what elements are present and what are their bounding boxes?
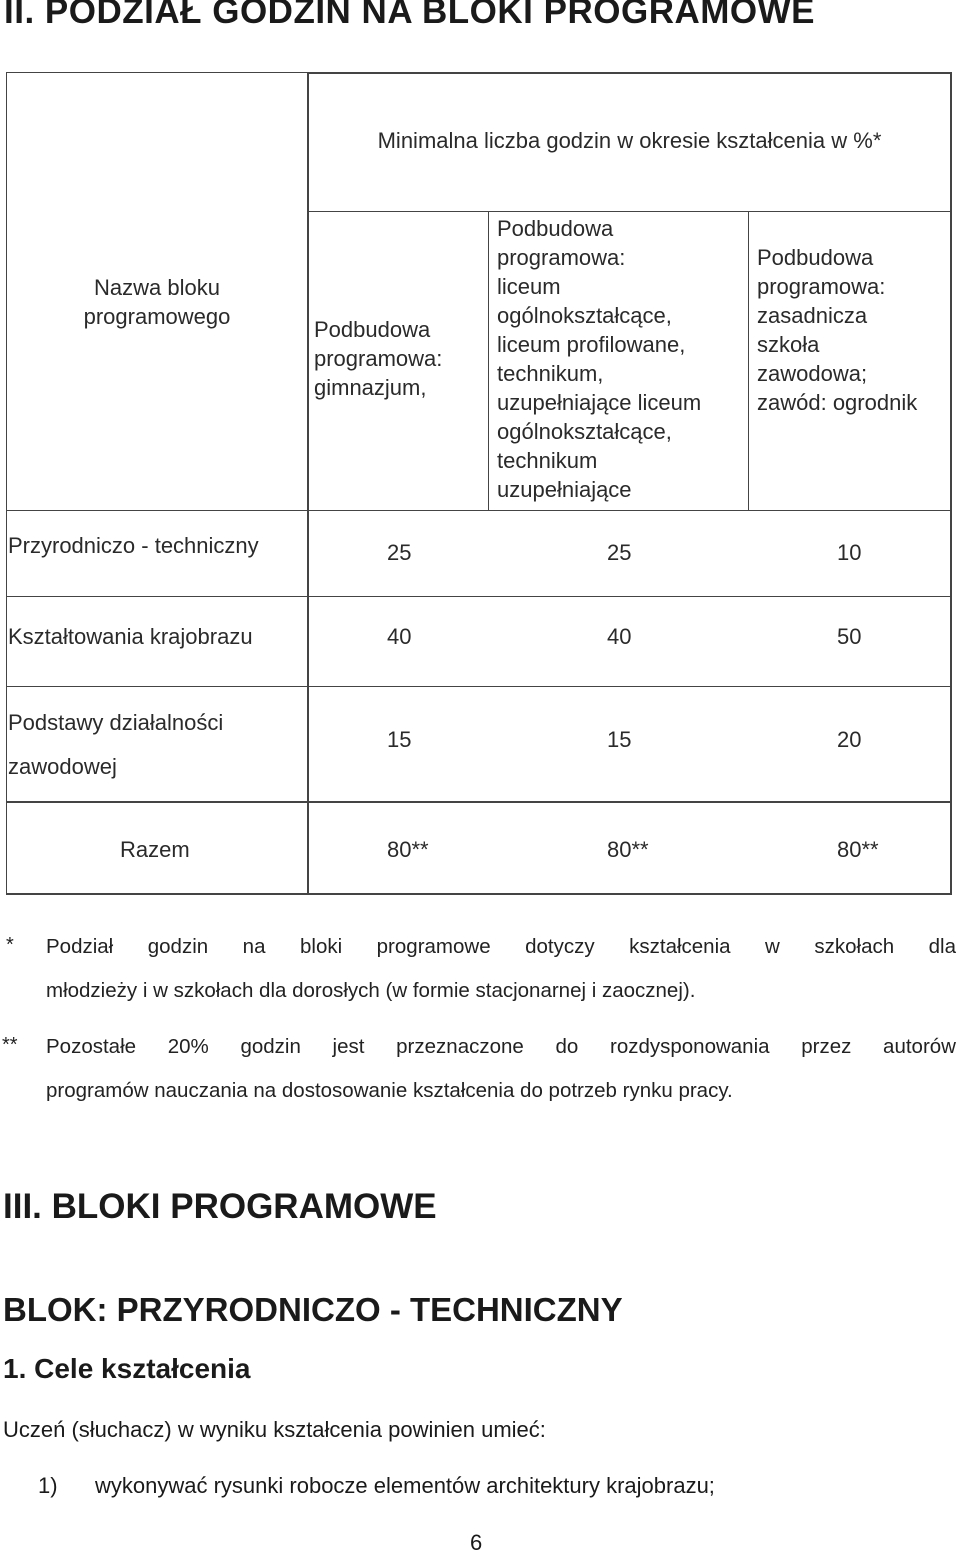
- list-text: wykonywać rysunki robocze elementów architektury krajobrazu;: [95, 1473, 715, 1498]
- page-number: 6: [470, 1530, 483, 1555]
- footnote-line: Pozostałe 20% godzin jest przeznaczone do rozdysponowania przez autorów: [46, 1035, 956, 1058]
- subsection-title: 1. Cele kształcenia: [3, 1353, 251, 1384]
- cell-value: 10: [837, 540, 862, 565]
- section-heading: II. PODZIAŁ GODZIN NA BLOKI PROGRAMOWE: [4, 0, 816, 31]
- cell-value: 15: [607, 727, 632, 752]
- footnote-mark: **: [2, 1034, 18, 1056]
- cell-value: 40: [387, 624, 412, 649]
- cell-value: 40: [607, 624, 632, 649]
- col-header-liceum: Podbudowa programowa: liceum ogólnokształcące, liceum profilowane, technikum, uzupełniające liceum ogólnokształcące, technikum uzupełniające: [497, 216, 702, 502]
- row-name: Podstawy działalności zawodowej: [8, 710, 224, 779]
- cell-value-total: 80**: [837, 837, 879, 862]
- row-name: Przyrodniczo - techniczny: [8, 533, 259, 558]
- footnote-mark: *: [6, 934, 14, 956]
- intro-text: Uczeń (słuchacz) w wyniku kształcenia powinien umieć:: [3, 1417, 546, 1442]
- cell-value: 15: [387, 727, 412, 752]
- section-title: III. BLOKI PROGRAMOWE: [3, 1187, 437, 1226]
- table-top-header: Minimalna liczba godzin w okresie kształcenia w %*: [377, 128, 882, 153]
- list-number: 1): [38, 1473, 58, 1498]
- cell-value-total: 80**: [387, 837, 429, 862]
- col-header-block-name: Nazwa bloku programowego: [83, 275, 231, 329]
- cell-value: 50: [837, 624, 862, 649]
- footnote-line: młodzieży i w szkołach dla dorosłych (w formie stacjonarnej i zaocznej).: [46, 979, 696, 1002]
- footnote-line: programów nauczania na dostosowanie kształcenia do potrzeb rynku pracy.: [46, 1079, 733, 1102]
- col-header-gimnazjum: Podbudowa programowa: gimnazjum,: [314, 317, 443, 400]
- block-title: BLOK: PRZYRODNICZO - TECHNICZNY: [3, 1291, 623, 1328]
- row-name-total: Razem: [120, 837, 190, 862]
- cell-value: 20: [837, 727, 862, 752]
- row-name: Kształtowania krajobrazu: [8, 624, 253, 649]
- cell-value: 25: [607, 540, 632, 565]
- footnote-line: Podział godzin na bloki programowe dotyczy kształcenia w szkołach dla: [46, 935, 956, 958]
- cell-value-total: 80**: [607, 837, 649, 862]
- col-header-zasadnicza: Podbudowa programowa: zasadnicza szkoła zawodowa; zawód: ogrodnik: [757, 245, 918, 415]
- cell-value: 25: [387, 540, 412, 565]
